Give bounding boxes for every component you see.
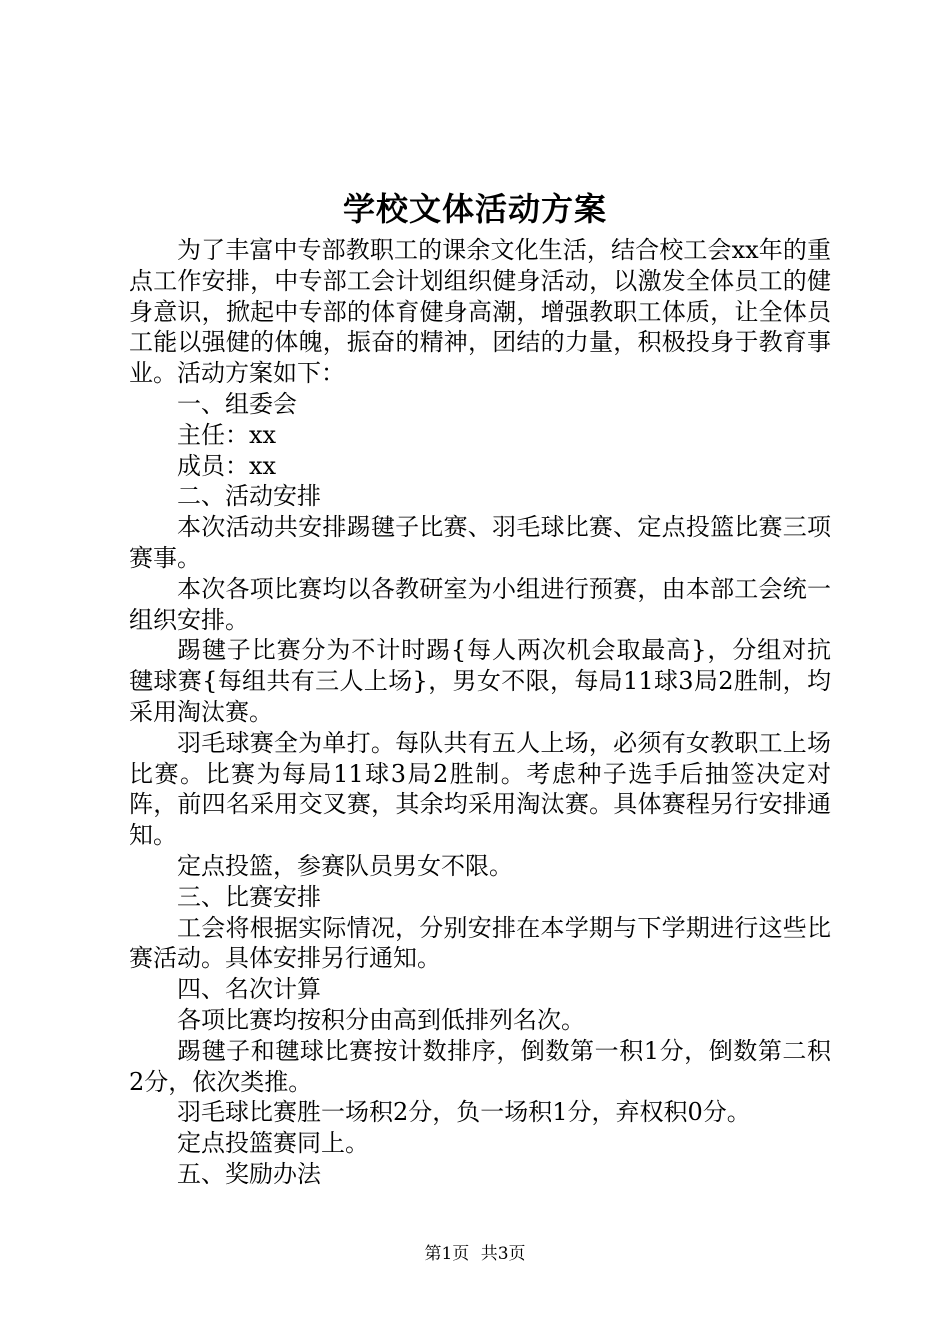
page-number-total: 共3页 bbox=[480, 1244, 526, 1264]
paragraph-shooting: 定点投篮，参赛队员男女不限。 bbox=[177, 851, 513, 880]
section-heading-arrangement: 二、活动安排 bbox=[177, 482, 321, 511]
paragraph-schedule: 工会将根据实际情况，分别安排在本学期与下学期进行这些比赛活动。具体安排另行通知。 bbox=[129, 913, 831, 973]
paragraph-ranking-rule: 各项比赛均按积分由高到低排列名次。 bbox=[177, 1005, 585, 1034]
document-body bbox=[129, 235, 831, 1190]
section-heading-schedule: 三、比赛安排 bbox=[177, 882, 321, 911]
section-heading-rewards: 五、奖励办法 bbox=[177, 1159, 321, 1188]
paragraph-shooting-scoring: 定点投篮赛同上。 bbox=[177, 1129, 369, 1158]
paragraph-badminton: 羽毛球赛全为单打。每队共有五人上场，必须有女教职工上场比赛。比赛为每局11球3局2胜制。考虑种子选手后抽签决定对阵，前四名采用交叉赛，其余均采用淘汰赛。具体赛程另行安排通知。 bbox=[129, 728, 831, 850]
document-title: 学校文体活动方案 bbox=[342, 190, 607, 228]
section-heading-committee: 一、组委会 bbox=[177, 389, 297, 418]
paragraph-shuttlecock: 踢毽子比赛分为不计时踢{每人两次机会取最高}，分组对抗毽球赛{每组共有三人上场}，男女不限，每局11球3局2胜制，均采用淘汰赛。 bbox=[129, 636, 831, 726]
paragraph-intro: 为了丰富中专部教职工的课余文化生活，结合校工会xx年的重点工作安排，中专部工会计划组织健身活动，以激发全体员工的健身意识，掀起中专部的体育健身高潮，增强教职工体质，让全体员工能以强健的体魄，振奋的精神，团结的力量，积极投身于教育事业。活动方案如下： bbox=[129, 236, 831, 388]
paragraph-preliminaries: 本次各项比赛均以各教研室为小组进行预赛，由本部工会统一组织安排。 bbox=[129, 574, 831, 634]
paragraph-director: 主任：xx bbox=[177, 420, 277, 449]
section-heading-ranking: 四、名次计算 bbox=[177, 975, 321, 1004]
page-footer bbox=[0, 1242, 950, 1266]
paragraph-members: 成员：xx bbox=[177, 451, 277, 480]
paragraph-events: 本次活动共安排踢毽子比赛、羽毛球比赛、定点投篮比赛三项赛事。 bbox=[129, 513, 831, 572]
paragraph-shuttlecock-scoring: 踢毽子和毽球比赛按计数排序，倒数第一积1分，倒数第二积2分，依次类推。 bbox=[129, 1036, 831, 1096]
paragraph-badminton-scoring: 羽毛球比赛胜一场积2分，负一场积1分，弃权积0分。 bbox=[177, 1098, 751, 1127]
page-number-current: 第1页 bbox=[424, 1244, 470, 1264]
